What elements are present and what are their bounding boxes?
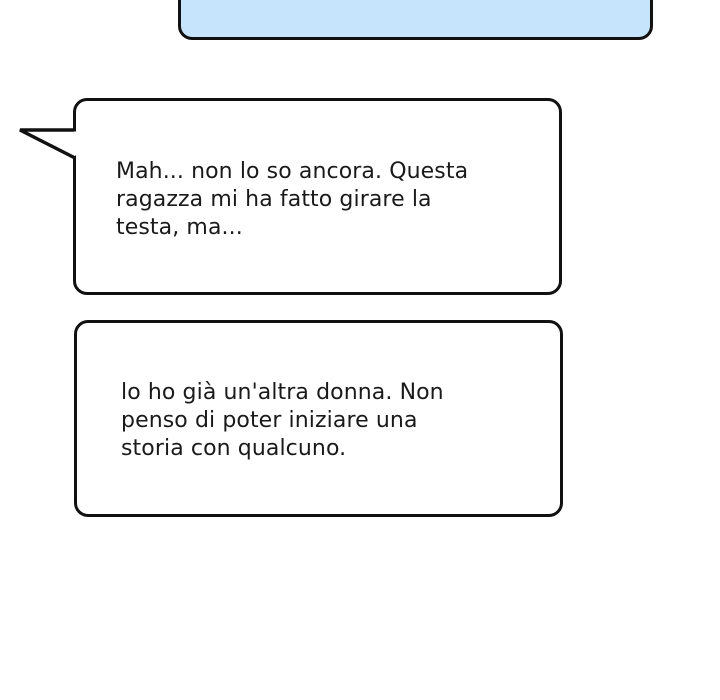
top-speech-bubble	[178, 0, 653, 40]
speech-bubble-2-text: lo ho già un'altra donna. Non penso di poter iniziare una storia con qualcuno.	[121, 380, 444, 461]
speech-bubble-tail	[16, 126, 86, 166]
speech-bubble-1	[73, 98, 562, 295]
speech-bubble-2	[74, 320, 563, 517]
speech-bubble-1-text: Mah... non lo so ancora. Questa ragazza mi ha fatto girare la testa, ma...	[116, 159, 469, 240]
